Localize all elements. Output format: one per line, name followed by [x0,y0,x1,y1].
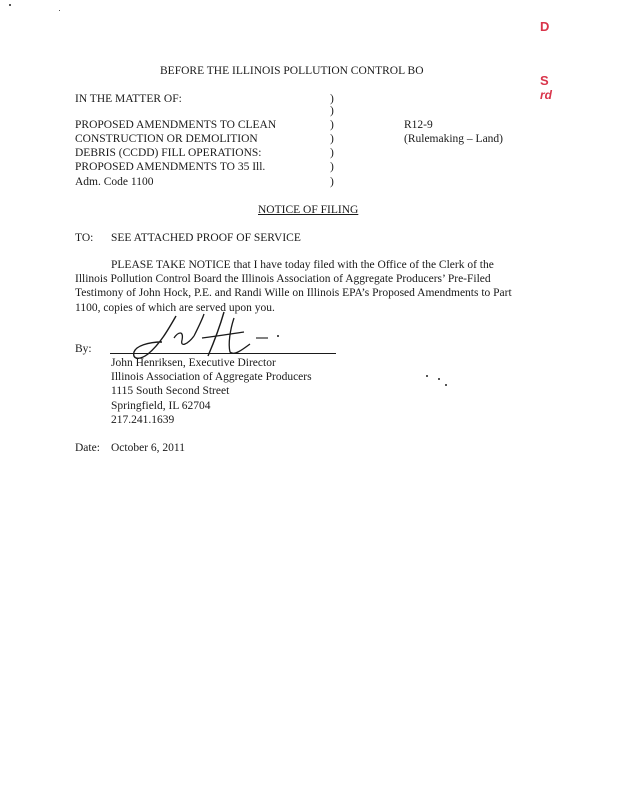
notice-title: NOTICE OF FILING [258,204,359,216]
signer-organization: Illinois Association of Aggregate Producers [111,371,312,383]
caption-line: Adm. Code 1100 [75,176,154,188]
scan-speck [445,384,447,386]
notice-body-line: Testimony of John Hock, P.E. and Randi Wille on Illinois EPA’s Proposed Amendments to Part [75,287,512,299]
stamp-fragment: rd [540,88,552,102]
scan-speck [426,375,428,377]
signature-line [110,353,336,354]
docket-number: R12-9 [404,119,433,131]
caption-line: PROPOSED AMENDMENTS TO 35 Ill. [75,161,266,173]
signer-city: Springfield, IL 62704 [111,400,211,412]
scan-speck [9,4,11,6]
signer-phone: 217.241.1639 [111,414,175,426]
caption-line: DEBRIS (CCDD) FILL OPERATIONS: [75,147,262,159]
to-label: TO: [75,232,94,244]
caption-line: CONSTRUCTION OR DEMOLITION [75,133,258,145]
signer-street: 1115 South Second Street [111,385,230,397]
caption-paren: ) [330,119,334,131]
date-label: Date: [75,442,100,454]
caption-paren: ) [330,161,334,173]
notice-body-line: Illinois Pollution Control Board the Illinois Association of Aggregate Producers’ Pre-Filed [75,273,491,285]
signer-name-title: John Henriksen, Executive Director [111,357,276,369]
notice-body-line: 1100, copies of which are served upon you. [75,302,275,314]
caption-paren: ) [330,147,334,159]
by-label: By: [75,343,92,355]
caption-line: PROPOSED AMENDMENTS TO CLEAN [75,119,277,131]
to-value: SEE ATTACHED PROOF OF SERVICE [111,232,301,244]
caption-paren: ) [330,105,334,117]
scan-speck [438,378,440,380]
caption-paren: ) [330,176,334,188]
document-title: BEFORE THE ILLINOIS POLLUTION CONTROL BO [160,65,424,77]
notice-body-line: PLEASE TAKE NOTICE that I have today filed with the Office of the Clerk of the [111,259,494,271]
date-value: October 6, 2011 [111,442,185,454]
caption-paren: ) [330,93,334,105]
caption-paren: ) [330,133,334,145]
matter-label: IN THE MATTER OF: [75,93,182,105]
docket-type: (Rulemaking – Land) [404,133,504,145]
scan-speck [59,10,60,11]
stamp-glyph: D [540,19,550,34]
stamp-fragment: S [540,73,549,88]
